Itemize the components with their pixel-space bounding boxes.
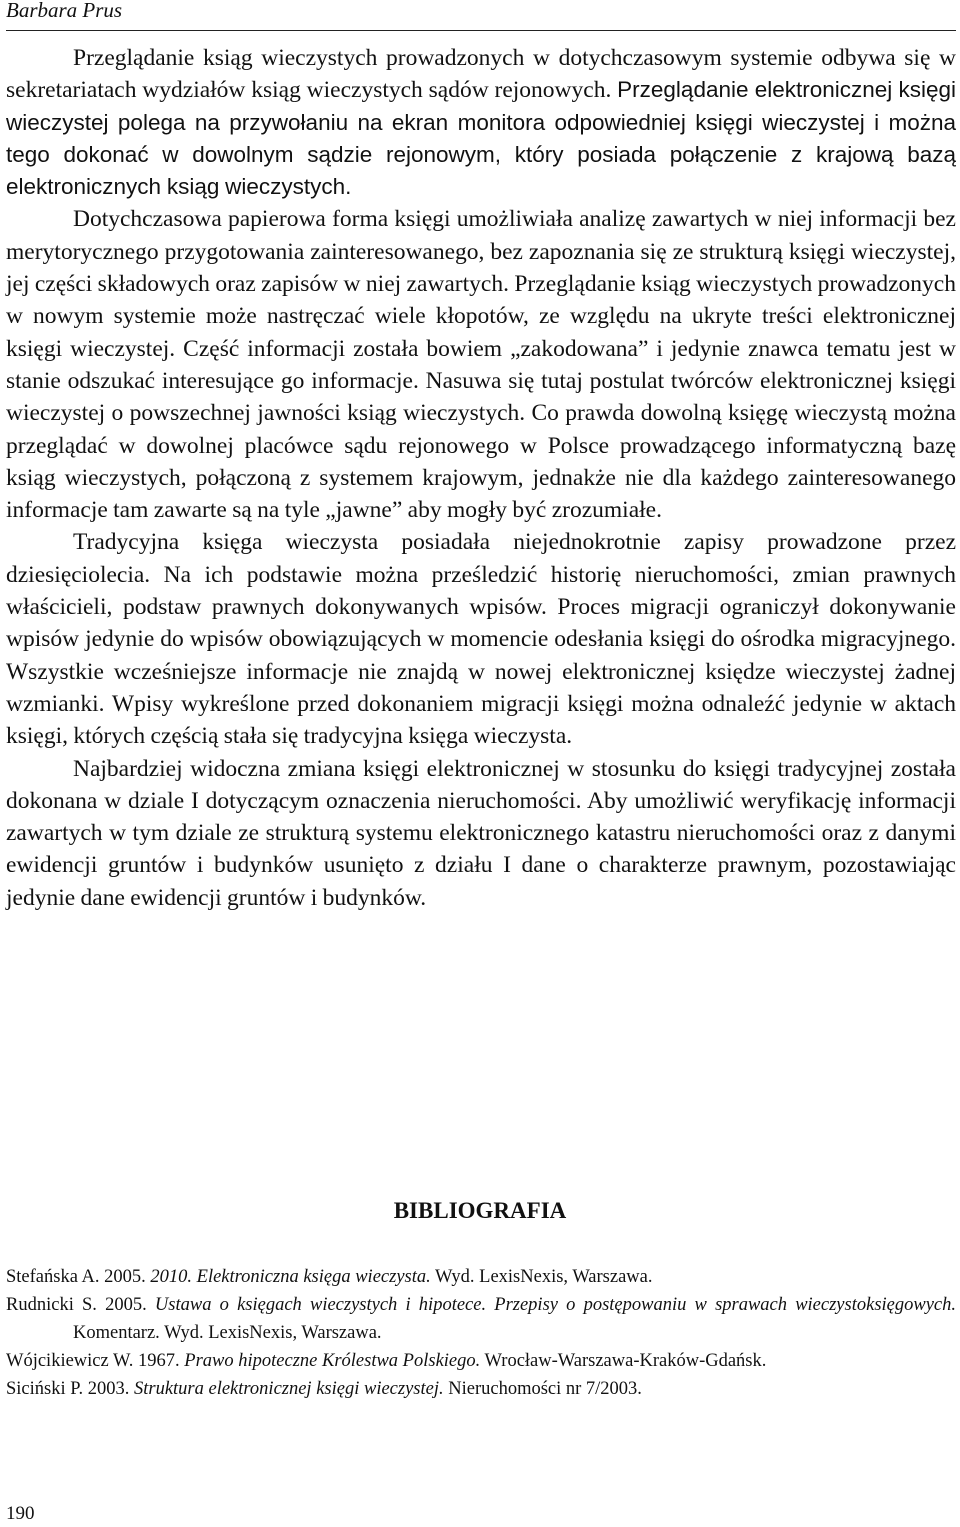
bib-entry-3-author: Wójcikiewicz W. 1967. xyxy=(6,1351,185,1371)
bib-entry-4-publisher: Nieruchomości nr 7/2003. xyxy=(443,1379,642,1399)
paragraph-1-sans: Przeglądanie elektronicznej księgi wieczystej polega na przywołaniu na ekran monitora odpowiedniej księgi wieczystej i można tego dokonać w dowolnym sądzie rejonowym, który posiada połączenie z krajową bazą elektronicznych ksiąg wieczystych. xyxy=(6,77,956,200)
bib-entry-1-title: 2010. Elektroniczna księga wieczysta. xyxy=(150,1267,431,1287)
page-number: 190 xyxy=(6,1503,35,1524)
bib-entry-4-author: Siciński P. 2003. xyxy=(6,1379,134,1399)
bib-entry-3-title: Prawo hipoteczne Królestwa Polskiego. xyxy=(184,1351,481,1371)
running-head-author: Barbara Prus xyxy=(6,0,123,22)
paragraph-4 xyxy=(6,753,956,914)
bib-entry-1-publisher: Wyd. LexisNexis, Warszawa. xyxy=(430,1267,653,1287)
header-rule xyxy=(6,30,956,31)
bibliography-entry xyxy=(6,1347,956,1375)
bibliography-list xyxy=(6,1263,956,1403)
bibliography-entry xyxy=(6,1263,956,1291)
bib-entry-2-publisher: Komentarz. Wyd. LexisNexis, Warszawa. xyxy=(73,1323,382,1343)
bib-entry-2-author: Rudnicki S. 2005. xyxy=(6,1295,155,1315)
paragraph-3 xyxy=(6,526,956,752)
bibliography-entry xyxy=(6,1375,956,1403)
paragraph-4-text: Najbardziej widoczna zmiana księgi elektronicznej w stosunku do księgi tradycyjnej została dokonana w dziale I dotyczącym oznaczenia nieruchomości. Aby umożliwić weryfikację informacji zawartych w tym dziale ze strukturą systemu elektronicznego katastru nieruchomości oraz z danymi ewidencji gruntów i budynków usunięto z działu I dane o charakterze prawnym, pozostawiając jedynie dane ewidencji gruntów i budynków. xyxy=(6,755,956,911)
body-text xyxy=(6,42,956,914)
bibliography-heading: BIBLIOGRAFIA xyxy=(393,1198,567,1223)
paragraph-1 xyxy=(6,42,956,203)
bib-entry-2-title: Ustawa o księgach wieczystych i hipotece. Przepisy o postępowaniu w sprawach wieczystoksięgowych. xyxy=(154,1295,957,1315)
bib-entry-3-publisher: Wrocław-Warszawa-Kraków-Gdańsk. xyxy=(480,1351,767,1371)
bibliography-entry xyxy=(6,1291,956,1347)
paragraph-3-text: Tradycyjna księga wieczysta posiadała niejednokrotnie zapisy prowadzone przez dziesięciolecia. Na ich podstawie można prześledzić historię nieruchomości, zmian prawnych właścicieli, podstaw prawnych dokonywanych wpisów. Proces migracji ograniczył dokonywanie wpisów jedynie do wpisów obowiązujących w momencie odesłania księgi do ośrodka migracyjnego. Wszystkie wcześniejsze informacje nie znajdą w nowej elektronicznej księdze wieczystej żadnej wzmianki. Wpisy wykreślone przed dokonaniem migracji księgi można odnaleźć jedynie w aktach księgi, których częścią stała się tradycyjna księga wieczysta. xyxy=(6,529,956,750)
paragraph-1-serif: Przeglądanie ksiąg wieczystych prowadzonych w dotychczasowym systemie odbywa się w sekretariatach wydziałów ksiąg wieczystych sądów rejonowych. xyxy=(6,45,956,104)
paragraph-2-text: Dotychczasowa papierowa forma księgi umożliwiała analizę zawartych w niej informacji bez merytorycznego przygotowania zainteresowanego, bez zapoznania się ze strukturą księgi wieczystej, jej części składowych oraz zapisów w niej zawartych. Przeglądanie ksiąg wieczystych prowadzonych w nowym systemie może nastręczać wiele kłopotów, ze względu na ukryte treści elektronicznej księgi wieczystej. Część informacji została bowiem „zakodowana” i jedynie znawca tematu jest w stanie odszukać interesujące go informacje. Nasuwa się tutaj postulat twórców elektronicznej księgi wieczystej o powszechnej jawności ksiąg wieczystych. Co prawda dowolną księgę wieczystą można przeglądać w dowolnej placówce sądu rejonowego w Polsce prowadzącego informatyczną bazę ksiąg wieczystych, połączoną z systemem krajowym, jednakże nie dla każdego zainteresowanego informacje tam zawarte są na tyle „jawne” aby mogły być zrozumiałe. xyxy=(6,206,956,524)
bib-entry-1-author: Stefańska A. 2005. xyxy=(6,1267,151,1287)
bib-entry-4-title: Struktura elektronicznej księgi wieczystej. xyxy=(133,1379,444,1399)
paragraph-2 xyxy=(6,203,956,526)
